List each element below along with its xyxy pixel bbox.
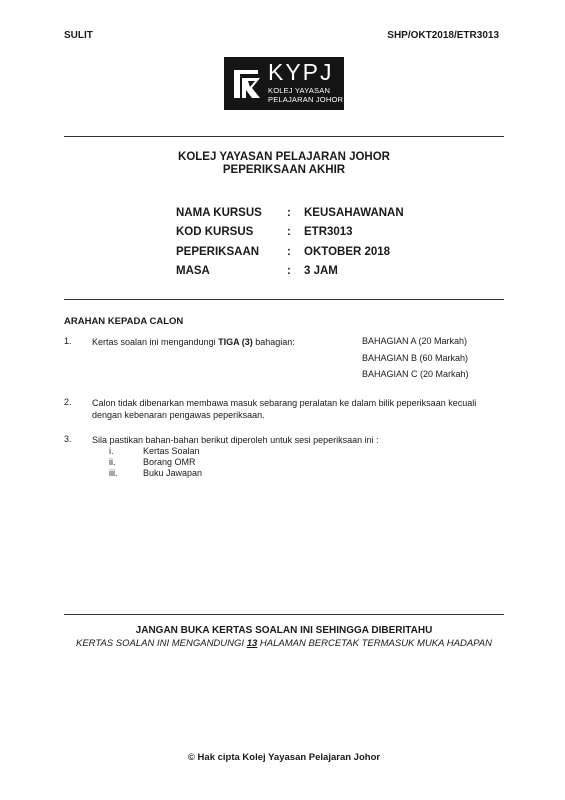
info-label-course-code: KOD KURSUS	[176, 226, 254, 238]
material-number: ii.	[109, 457, 116, 467]
material-number: iii.	[109, 468, 118, 478]
kypj-emblem-icon	[230, 64, 264, 104]
instructions-title: ARAHAN KEPADA CALON	[64, 316, 184, 327]
institution-title: KOLEJ YAYASAN PELAJARAN JOHOR	[178, 151, 390, 163]
info-colon: :	[287, 207, 291, 219]
instruction-number: 2.	[64, 397, 72, 407]
material-number: i.	[109, 446, 114, 456]
info-colon: :	[287, 265, 291, 277]
info-label-exam: PEPERIKSAAN	[176, 246, 260, 258]
logo-name: KYPJ	[268, 59, 334, 85]
material-question-paper: Kertas Soalan	[143, 446, 200, 456]
section-b: BAHAGIAN B (60 Markah)	[362, 353, 469, 363]
instruction-number: 3.	[64, 434, 72, 444]
info-label-course-name: NAMA KURSUS	[176, 207, 262, 219]
info-colon: :	[287, 226, 291, 238]
info-label-time: MASA	[176, 265, 210, 277]
page-count-note: KERTAS SOALAN INI MENGANDUNGI 13 HALAMAN BERCETAK TERMASUK MUKA HADAPAN	[76, 638, 492, 649]
info-value-course-name: KEUSAHAWANAN	[304, 207, 404, 219]
logo-sub-line-2: PELAJARAN JOHOR	[268, 95, 344, 104]
info-value-course-code: ETR3013	[304, 226, 353, 238]
instruction-number: 1.	[64, 336, 72, 346]
info-value-time: 3 JAM	[304, 265, 338, 277]
info-colon: :	[287, 246, 291, 258]
info-value-exam: OKTOBER 2018	[304, 246, 391, 258]
exam-title: PEPERIKSAAN AKHIR	[222, 164, 346, 176]
material-answer-book: Buku Jawapan	[143, 468, 203, 478]
divider-top	[64, 136, 504, 137]
section-a: BAHAGIAN A (20 Markah)	[362, 336, 468, 346]
logo-sub-line-1: KOLEJ YAYASAN	[268, 86, 331, 95]
kypj-logo	[224, 57, 344, 110]
divider-middle	[64, 299, 504, 300]
instruction-2-text: Calon tidak dibenarkan membawa masuk sebarang peralatan ke dalam bilik peperiksaan kecuali dengan kebenaran pengawas peperiksaan.	[92, 398, 477, 420]
do-not-open-warning: JANGAN BUKA KERTAS SOALAN INI SEHINGGA DIBERITAHU	[135, 625, 433, 636]
instruction-3-text: Sila pastikan bahan-bahan berikut diperoleh untuk sesi peperiksaan ini :	[92, 435, 379, 445]
header-sulit: SULIT	[64, 30, 93, 41]
section-c: BAHAGIAN C (20 Markah)	[362, 369, 469, 379]
divider-bottom	[64, 614, 504, 615]
instruction-1-text: Kertas soalan ini mengandungi TIGA (3) bahagian:	[92, 337, 295, 347]
copyright-notice: © Hak cipta Kolej Yayasan Pelajaran Johor	[187, 752, 381, 763]
material-omr-form: Borang OMR	[143, 457, 196, 467]
header-code: SHP/OKT2018/ETR3013	[387, 30, 499, 41]
